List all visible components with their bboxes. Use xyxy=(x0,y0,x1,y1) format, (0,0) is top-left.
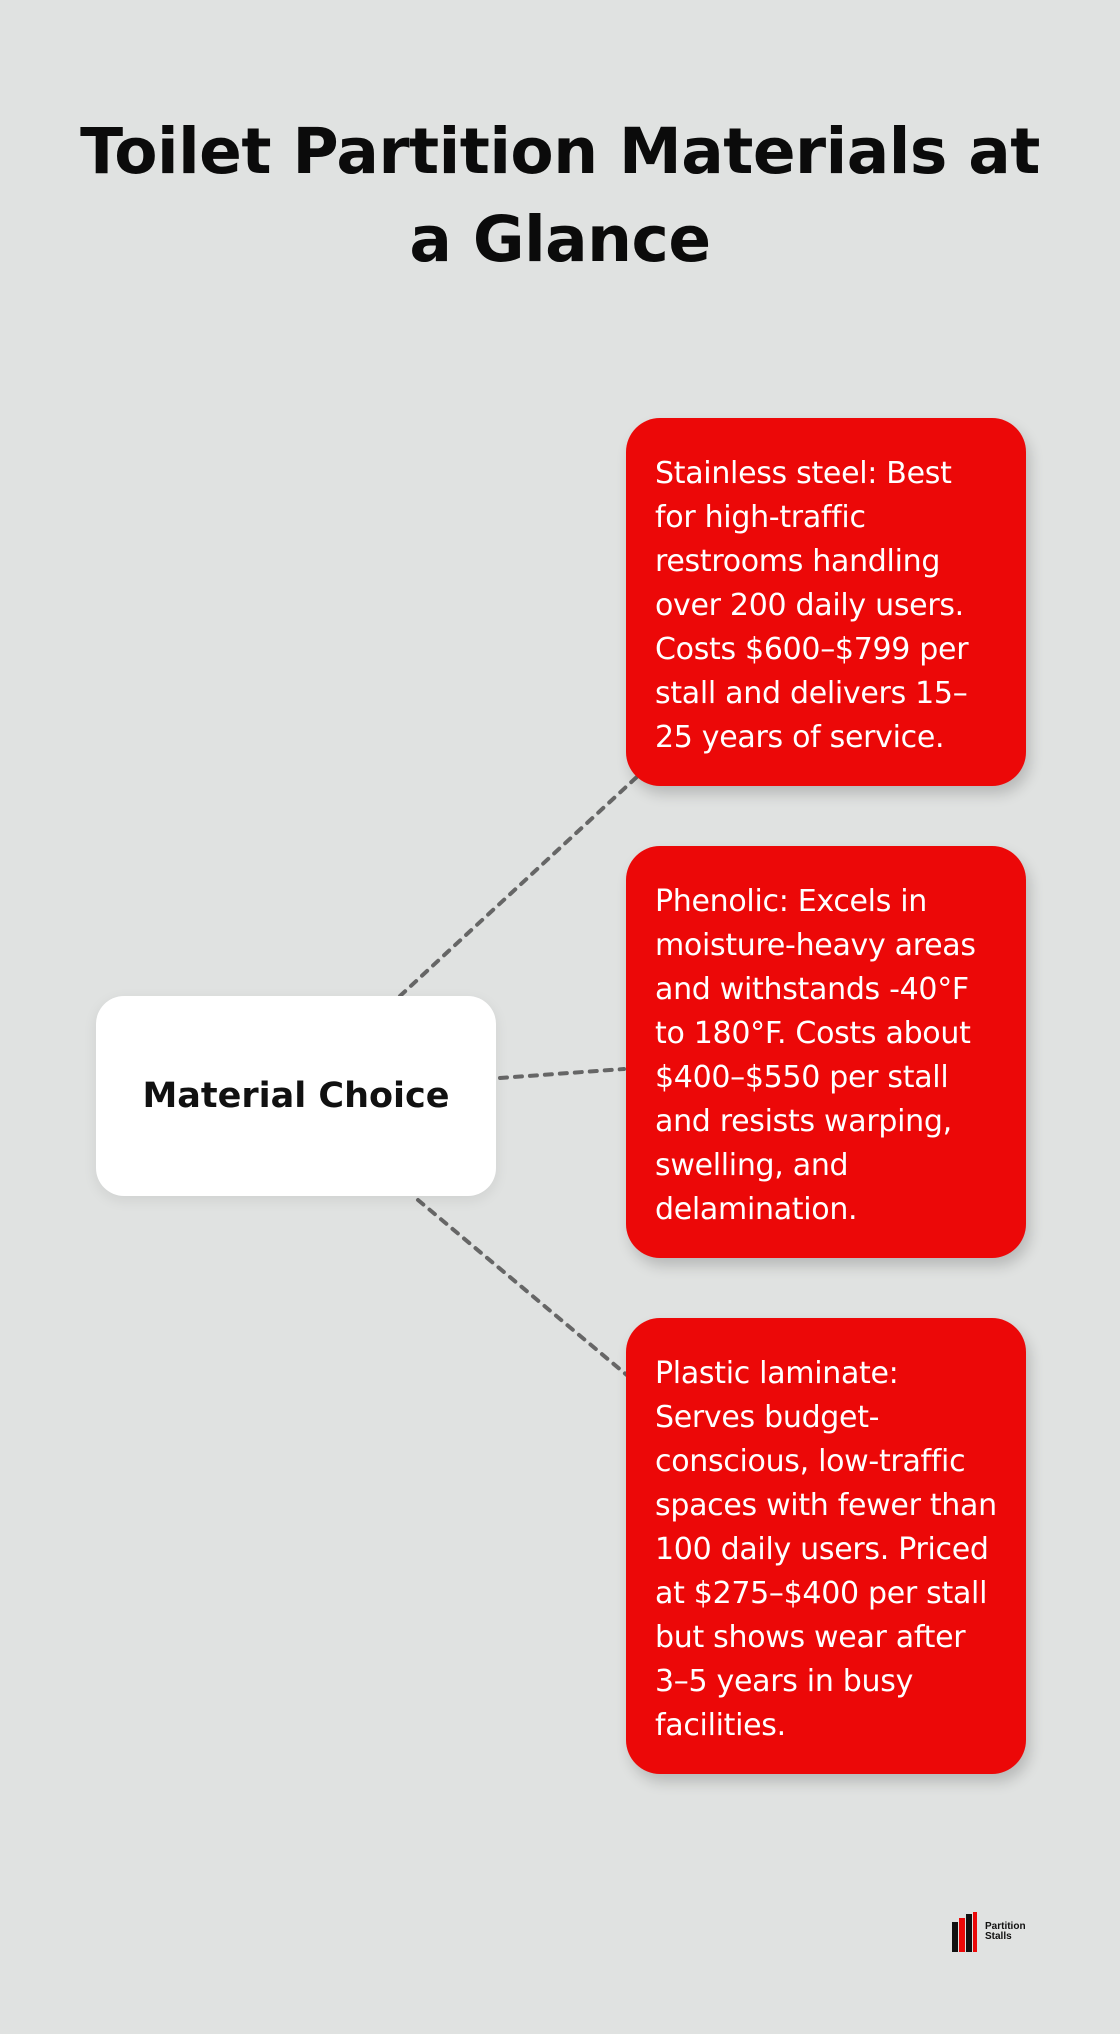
connector-line-phenolic xyxy=(500,1069,624,1078)
logo-name-line-1: Partition xyxy=(985,1921,1026,1932)
center-node-label: Material Choice xyxy=(142,1076,450,1116)
card-plastic-laminate xyxy=(626,1318,1026,1774)
card-phenolic xyxy=(626,846,1026,1258)
card-phenolic-text: Phenolic: Excels in moisture-heavy areas and withstands -40°F to 180°F. Costs about $400–$550 per stall and resists warping, swelling, and delamination. xyxy=(655,884,976,1227)
card-plastic-laminate-text: Plastic laminate: Serves budget-conscious, low-traffic spaces with fewer than 100 daily users. Priced at $275–$400 per stall but shows wear after 3–5 years in busy facilities. xyxy=(655,1356,997,1743)
connector-line-plastic-laminate xyxy=(418,1200,628,1376)
brand-logo xyxy=(952,1912,1026,1952)
card-stainless-steel-text: Stainless steel: Best for high-traffic restrooms handling over 200 daily users. Costs $600–$799 per stall and delivers 15–25 years of service. xyxy=(655,456,969,755)
connector-line-stainless-steel xyxy=(400,774,640,996)
logo-name-line-2: Stalls xyxy=(985,1931,1012,1942)
page-title: Toilet Partition Materials at a Glance xyxy=(80,115,1040,276)
center-node-material-choice xyxy=(96,996,496,1196)
partition-stalls-logo-icon xyxy=(952,1912,980,1952)
card-stainless-steel xyxy=(626,418,1026,786)
